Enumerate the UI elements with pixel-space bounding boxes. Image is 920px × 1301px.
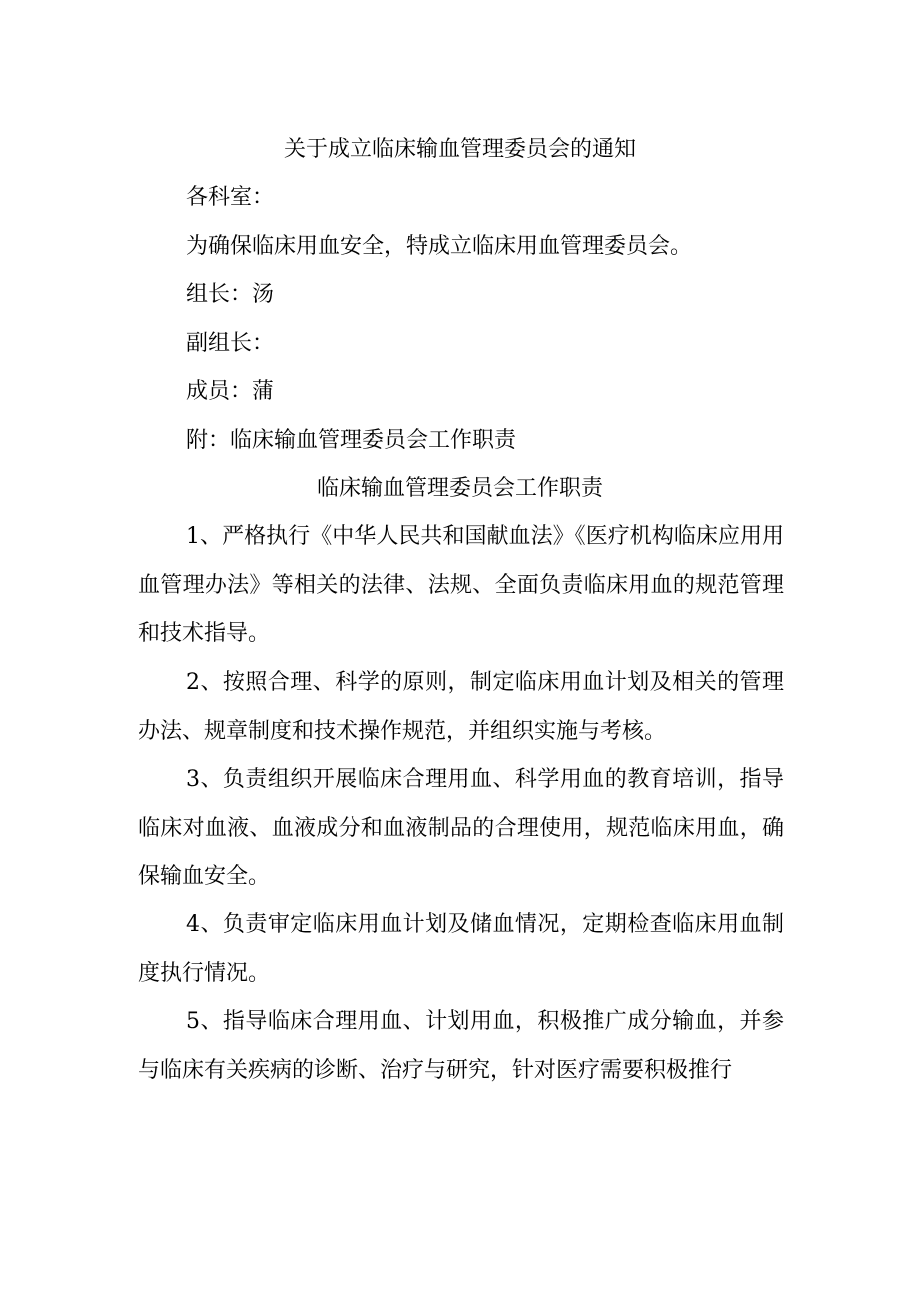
attachment-line: 附：临床输血管理委员会工作职责 bbox=[186, 428, 517, 453]
salutation: 各科室： bbox=[186, 185, 275, 210]
deputy-leader-line: 副组长： bbox=[186, 331, 275, 356]
duty-paragraph-1: 1、严格执行《中华人民共和国献血法》《医疗机构临床应用用血管理办法》等相关的法律、法规、全面负责临床用血的规范管理和技术指导。 bbox=[138, 524, 784, 646]
duty-paragraph-5: 5、指导临床合理用血、计划用血，积极推广成分输血，并参与临床有关疾病的诊断、治疗与研究，针对医疗需要积极推行 bbox=[138, 1009, 784, 1083]
duties-subtitle: 临床输血管理委员会工作职责 bbox=[316, 476, 603, 501]
duty-paragraph-2: 2、按照合理、科学的原则，制定临床用血计划及相关的管理办法、规章制度和技术操作规范，并组织实施与考核。 bbox=[138, 670, 784, 744]
notice-title: 关于成立临床输血管理委员会的通知 bbox=[283, 137, 636, 162]
duty-paragraph-3: 3、负责组织开展临床合理用血、科学用血的教育培训，指导临床对血液、血液成分和血液制品的合理使用，规范临床用血，确保输血安全。 bbox=[138, 767, 784, 889]
members-line: 成员：蒲 bbox=[186, 379, 275, 404]
leader-line: 组长：汤 bbox=[186, 282, 275, 307]
intro-text: 为确保临床用血安全，特成立临床用血管理委员会。 bbox=[186, 234, 693, 259]
duty-paragraph-4: 4、负责审定临床用血计划及储血情况，定期检查临床用血制度执行情况。 bbox=[138, 912, 784, 986]
